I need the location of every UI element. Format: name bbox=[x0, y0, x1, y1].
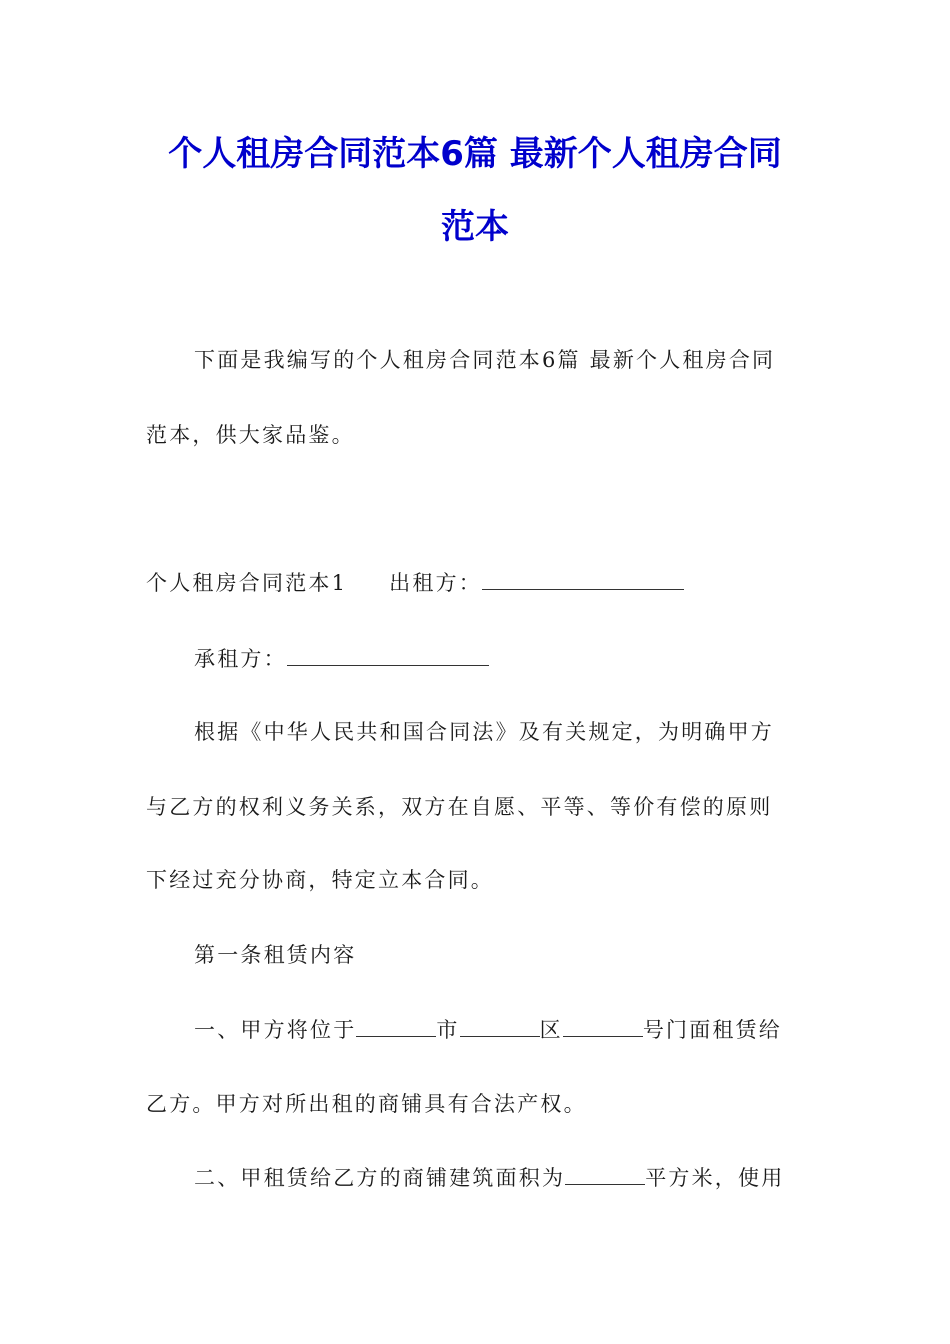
item-1-suffix: 号门面租赁给 bbox=[642, 1018, 783, 1042]
document-title-line-1 bbox=[100, 136, 850, 172]
lessee-line bbox=[194, 645, 489, 673]
district-blank bbox=[460, 1016, 540, 1037]
item-1-district: 区 bbox=[539, 1018, 563, 1042]
document-title-line-2 bbox=[100, 209, 850, 245]
section-heading: 个人租房合同范本1 bbox=[146, 571, 348, 595]
lessor-label: 出租方： bbox=[389, 571, 482, 595]
basis-paragraph-line-2: 与乙方的权利义务关系，双方在自愿、平等、等价有偿的原则 bbox=[146, 795, 773, 819]
document-title-text-cont: 范本 bbox=[441, 207, 509, 247]
city-blank bbox=[356, 1016, 436, 1037]
item-1-line-1 bbox=[194, 1016, 782, 1044]
document-title-text: 个人租房合同范本6篇 最新个人租房合同 bbox=[168, 134, 782, 174]
item-2-suffix: 平方米，使用 bbox=[645, 1166, 785, 1190]
lessee-label: 承租方： bbox=[194, 647, 287, 671]
item-2-prefix: 二、甲租赁给乙方的商铺建筑面积为 bbox=[194, 1166, 566, 1190]
basis-paragraph-line-1: 根据《中华人民共和国合同法》及有关规定，为明确甲方 bbox=[194, 720, 774, 744]
item-1-line-2: 乙方。甲方对所出租的商铺具有合法产权。 bbox=[146, 1092, 587, 1116]
number-blank bbox=[563, 1016, 643, 1037]
intro-paragraph-line-1: 下面是我编写的个人租房合同范本6篇 最新个人租房合同 bbox=[194, 348, 776, 372]
item-1-city: 市 bbox=[436, 1018, 460, 1042]
item-1-prefix: 一、甲方将位于 bbox=[194, 1018, 357, 1042]
lessee-blank bbox=[287, 645, 489, 666]
item-2-line-1 bbox=[194, 1164, 784, 1192]
area-blank bbox=[565, 1164, 645, 1185]
intro-paragraph-line-2: 范本，供大家品鉴。 bbox=[146, 423, 355, 447]
article-1-heading: 第一条租赁内容 bbox=[194, 943, 357, 967]
section-heading-line bbox=[146, 569, 684, 597]
basis-paragraph-line-3: 下经过充分协商，特定立本合同。 bbox=[146, 868, 494, 892]
lessor-blank bbox=[482, 569, 684, 590]
